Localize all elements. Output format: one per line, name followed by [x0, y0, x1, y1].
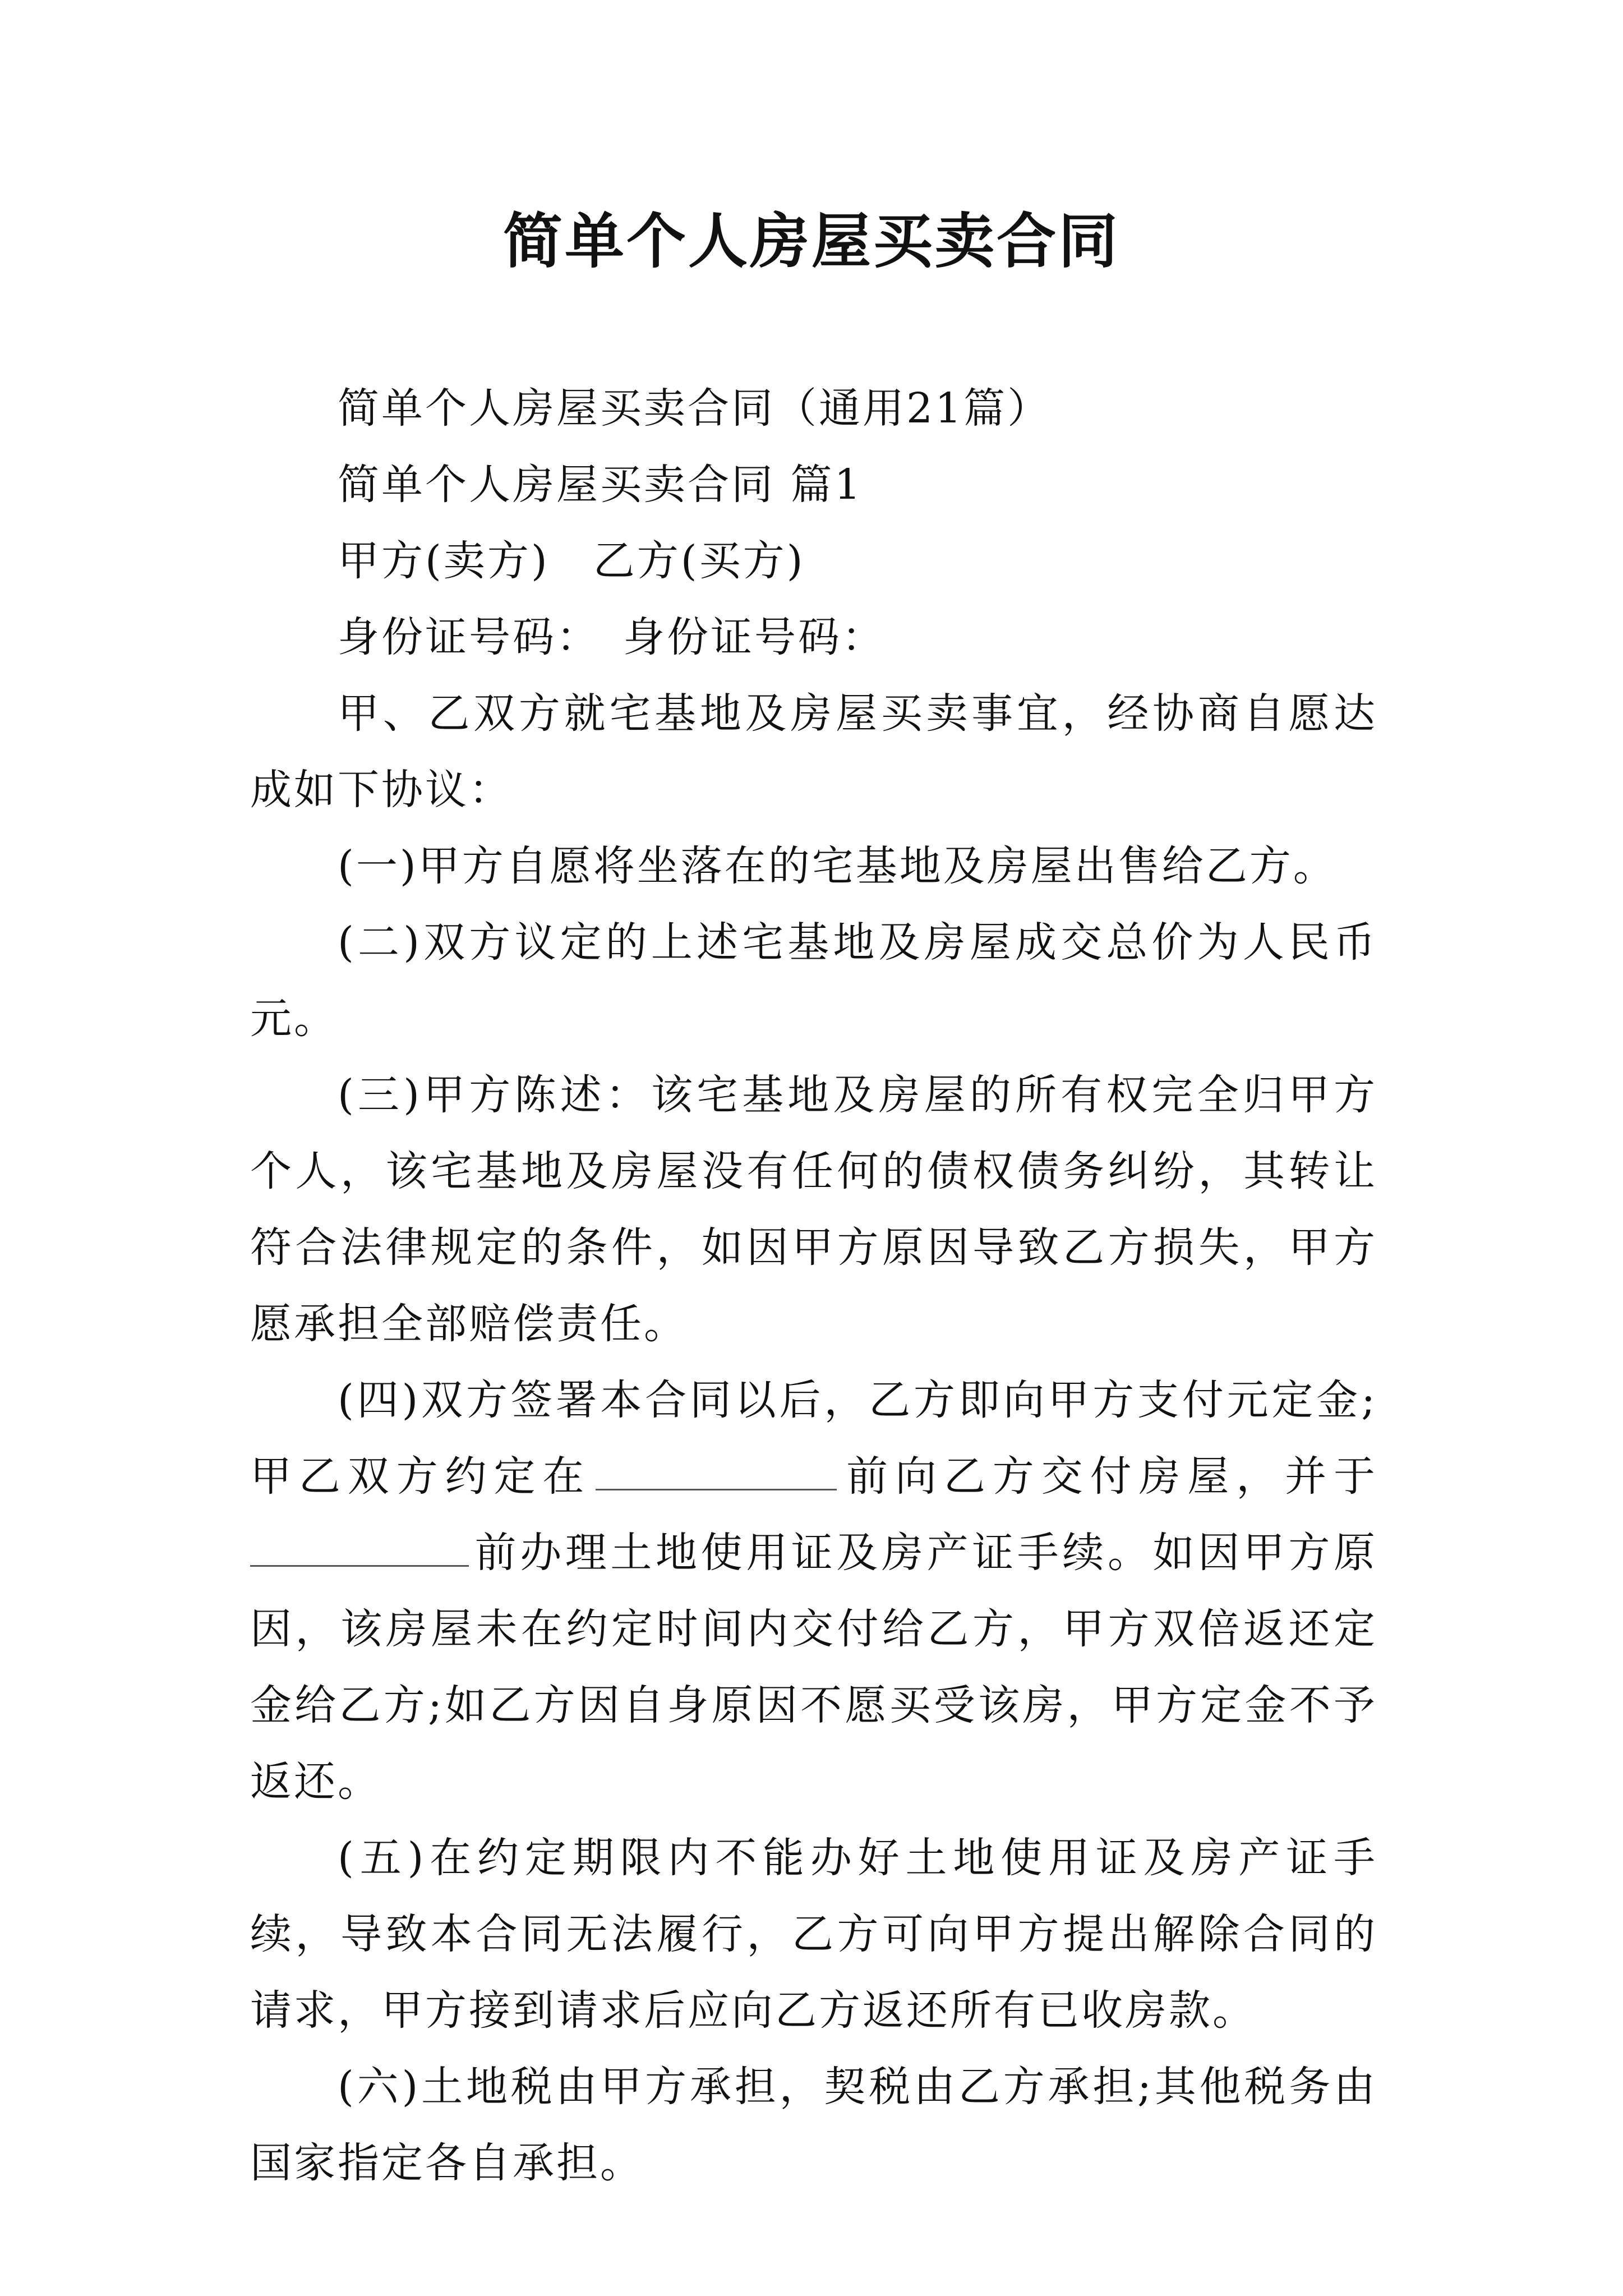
- id-number-line: 身份证号码： 身份证号码：: [338, 613, 886, 661]
- clause-4: [250, 1362, 1377, 1820]
- parties-line: 甲方(卖方) 乙方(买方): [338, 537, 805, 585]
- document-title: 简单个人房屋买卖合同: [503, 206, 1120, 276]
- clause-2: (二)双方议定的上述宅基地及房屋成交总价为人民币元。: [250, 918, 1377, 1043]
- subtitle-line: 简单个人房屋买卖合同（通用21篇）: [338, 384, 1052, 432]
- clause-4-text-b: 前向乙方交付房屋，并于: [841, 1452, 1378, 1501]
- section-heading: 简单个人房屋买卖合同 篇1: [338, 461, 863, 509]
- clause-6: (六)土地税由甲方承担，契税由乙方承担;其他税务由国家指定各自承担。: [250, 2063, 1377, 2187]
- certificate-date-blank: [250, 1526, 469, 1567]
- clause-4-text-a: (四)双方签署本合同以后，乙方即向甲方支付元定金;甲乙双方约定在: [250, 1376, 1377, 1501]
- clause-1: (一)甲方自愿将坐落在的宅基地及房屋出售给乙方。: [338, 842, 1337, 890]
- clause-5: (五)在约定期限内不能办好土地使用证及房产证手续，导致本合同无法履行，乙方可向甲方提出解除合同的请求，甲方接到请求后应向乙方返还所有已收房款。: [250, 1834, 1377, 2035]
- document-body: [250, 370, 1377, 2201]
- clause-3: (三)甲方陈述：该宅基地及房屋的所有权完全归甲方个人，该宅基地及房屋没有任何的债权债务纠纷，其转让符合法律规定的条件，如因甲方原因导致乙方损失，甲方愿承担全部赔偿责任。: [250, 1071, 1377, 1348]
- delivery-date-blank: [596, 1450, 837, 1490]
- agreement-intro: 甲、乙双方就宅基地及房屋买卖事宜，经协商自愿达成如下协议：: [250, 689, 1377, 814]
- clause-4-text-c: 前办理土地使用证及房产证手续。如因甲方原因，该房屋未在约定时间内交付给乙方，甲方双倍返还定金给乙方;如乙方因自身原因不愿买受该房，甲方定金不予返还。: [250, 1529, 1377, 1806]
